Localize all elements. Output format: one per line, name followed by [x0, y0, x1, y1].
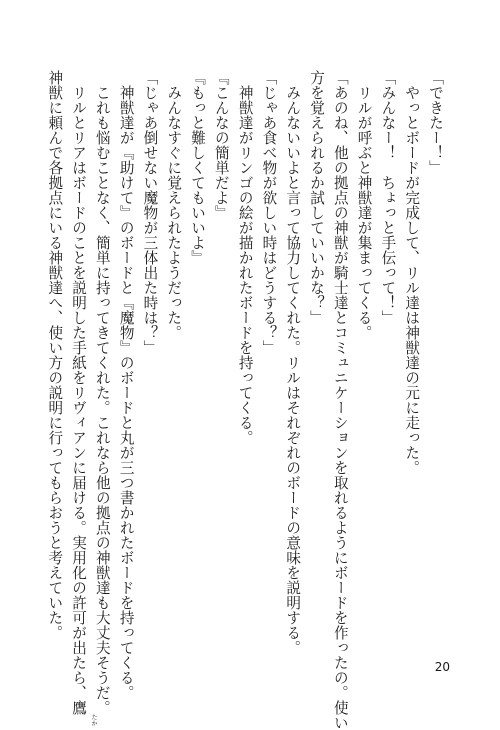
text-line: 方を覚えられるか試していいかな？」 — [308, 70, 326, 325]
text-line: 「じゃあ倒せない魔物が三体出た時は？」 — [141, 70, 159, 355]
ruby-word — [70, 699, 98, 727]
page-number: 20 — [434, 660, 450, 674]
text-line: やっとボードが完成して、リル達は神獣達の元に走った。 — [403, 84, 421, 475]
text-line: 「じゃあ食べ物が欲しい時はどうする？」 — [260, 70, 278, 355]
text-line: 神獣達が『助けて』のボードと『魔物』のボードと丸が三つ書かれたボードを持ってくる。 — [117, 84, 135, 700]
text-line: みんないいよと言って協力してくれた。リルはそれぞれのボードの意味を説明する。 — [284, 84, 302, 655]
text-line: 「できたー！」 — [427, 70, 444, 175]
text-line: 『もっと難しくてもいいよ』 — [189, 70, 207, 265]
text-line: 「あのね、他の拠点の神獣が騎士達とコミュニケーションを取れるようにボードを作ったの。使い — [331, 70, 349, 730]
text-line: 「みんなー！ ちょっと手伝って！」 — [379, 70, 397, 325]
text-line: これも悩むことなく、簡単に持ってきてくれた。これなら他の拠点の神獣達も大丈夫そうだ。 — [93, 84, 111, 715]
furigana: たか — [90, 714, 98, 727]
text-line-content: リルとリアはボードのことを説明した手紙をリヴィアンに届ける。実用化の許可が出たら、 — [70, 84, 88, 700]
text-line — [66, 70, 98, 727]
text-line: 神獣達がリンゴの絵が描かれたボードを持ってくる。 — [236, 84, 254, 445]
text-line: リルが呼ぶと神獣達が集まってくる。 — [355, 84, 373, 340]
text-line: 神獣に頼んで各拠点にいる神獣達へ、使い方の説明に行ってもらおうと考えていた。 — [46, 70, 64, 640]
text-line: みんなすぐに覚えられたようだった。 — [165, 84, 183, 340]
ruby-base-text: 鷹 — [70, 699, 88, 715]
text-line: 『こんなの簡単だよ』 — [212, 70, 230, 220]
